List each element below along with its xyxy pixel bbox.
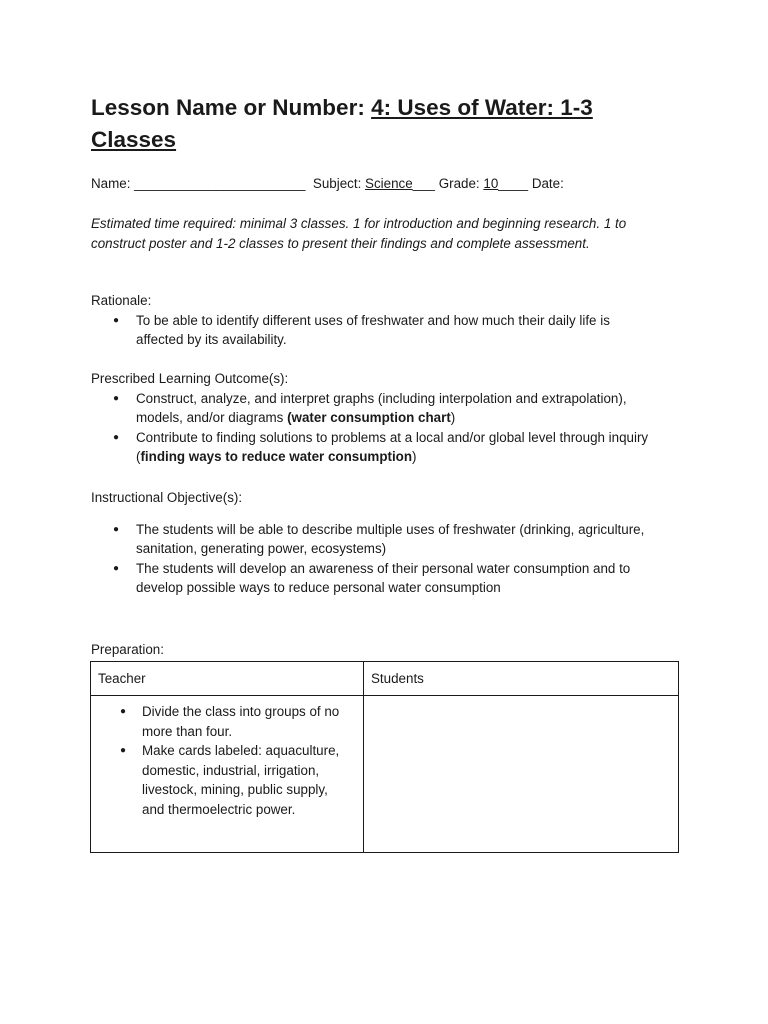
rationale-label: Rationale: xyxy=(91,293,152,308)
subject-value: Science xyxy=(365,176,413,191)
table-row xyxy=(91,696,679,853)
lesson-number-continued: Classes xyxy=(91,127,177,152)
bullet-icon: ● xyxy=(113,392,120,404)
date-label: Date: xyxy=(528,176,564,191)
objective-item: ● The students will be able to describe multiple uses of freshwater (drinking, agriculture, sanitation, generating power, ecosystems) xyxy=(113,521,645,556)
students-cell xyxy=(364,696,679,853)
bullet-icon: ● xyxy=(120,745,127,756)
preparation-table xyxy=(90,661,679,853)
subject-blank: ___ xyxy=(412,176,435,191)
grade-label: Grade: xyxy=(435,176,484,191)
objectives-section xyxy=(91,488,691,598)
teacher-prep-item: ● Make cards labeled: aquaculture, domestic, industrial, irrigation, livestock, mining, public supply, and thermoelectric power. xyxy=(120,743,340,817)
bullet-icon: ● xyxy=(113,314,120,326)
learning-outcome-item: ● Construct, analyze, and interpret graphs (including interpolation and extrapolation), models, and/or diagrams (water consumption chart) xyxy=(113,390,627,425)
preparation-label: Preparation: xyxy=(91,642,164,657)
bullet-icon: ● xyxy=(113,523,120,535)
learning-outcomes-section xyxy=(91,369,691,467)
estimated-time-note: Estimated time required: minimal 3 classes. 1 for introduction and beginning research. 1 to construct poster and 1-2 classes to present their findings and complete assessment. xyxy=(91,216,627,251)
objective-item: ● The students will develop an awareness of their personal water consumption and to develop possible ways to reduce personal water consumption xyxy=(113,560,631,595)
rationale-item: ● To be able to identify different uses of freshwater and how much their daily life is affected by its availability. xyxy=(113,312,610,347)
lesson-title xyxy=(91,92,691,156)
objectives-label: Instructional Objective(s): xyxy=(91,490,243,505)
table-header-row xyxy=(91,662,679,696)
bullet-icon: ● xyxy=(113,562,120,574)
students-column-header: Students xyxy=(364,662,679,696)
teacher-cell xyxy=(91,696,364,853)
grade-value: 10 xyxy=(483,176,499,191)
learning-outcome-item: ● Contribute to finding solutions to problems at a local and/or global level through inquiry (finding ways to reduce water consumption) xyxy=(113,429,649,464)
bullet-icon: ● xyxy=(113,431,120,443)
lesson-number: 4: Uses of Water: 1-3 xyxy=(371,95,593,120)
teacher-column-header: Teacher xyxy=(91,662,364,696)
grade-blank: ____ xyxy=(498,176,529,191)
subject-label: Subject: xyxy=(305,176,366,191)
lesson-title-prefix: Lesson Name or Number: xyxy=(91,95,372,120)
name-label: Name: xyxy=(91,176,135,191)
rationale-section xyxy=(91,291,691,350)
name-blank: _______________________ xyxy=(134,176,306,191)
info-line xyxy=(91,174,564,194)
bullet-icon: ● xyxy=(120,706,127,717)
teacher-prep-item: ● Divide the class into groups of no more than four. xyxy=(120,704,340,739)
learning-outcomes-label: Prescribed Learning Outcome(s): xyxy=(91,371,289,386)
